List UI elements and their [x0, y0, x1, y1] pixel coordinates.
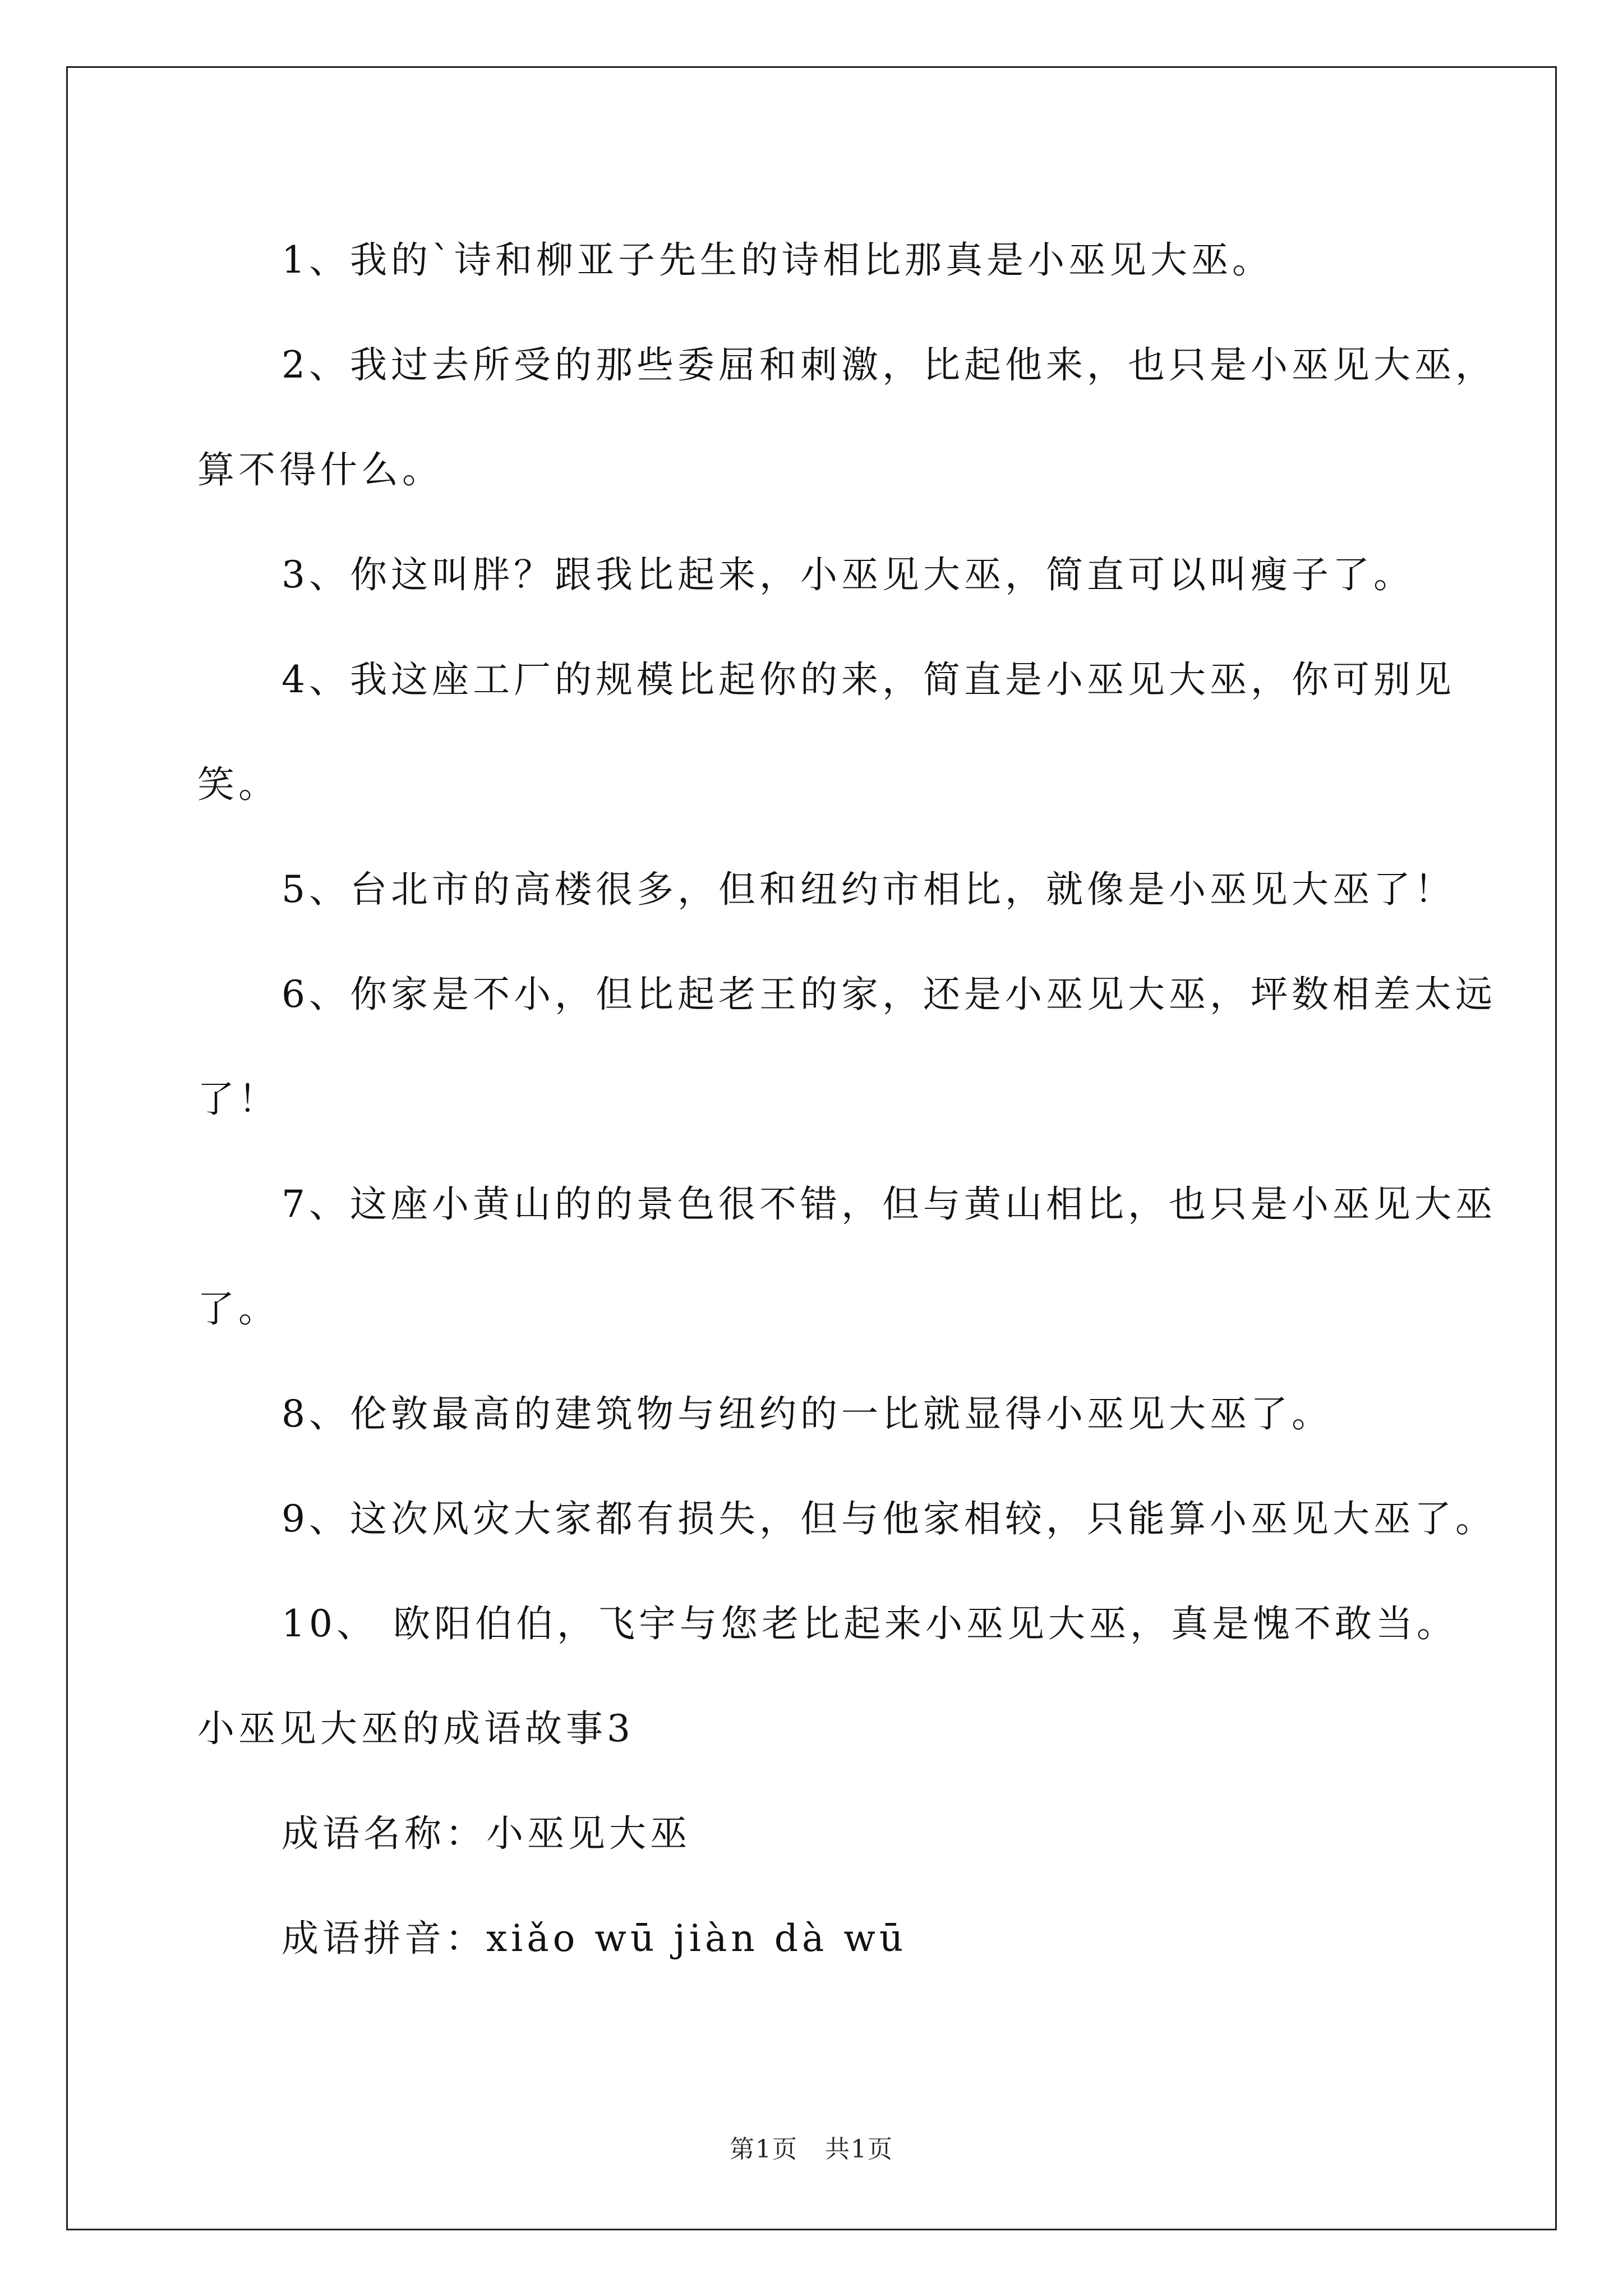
example-sentence-8: 8、伦敦最高的建筑物与纽约的一比就显得小巫见大巫了。: [282, 1392, 1332, 1435]
page-number-total: 共1页: [825, 2135, 893, 2164]
page-number-current: 第1页: [730, 2135, 798, 2164]
section-heading: 小巫见大巫的成语故事3: [197, 1707, 634, 1750]
example-sentence-9: 9、这次风灾大家都有损失，但与他家相较，只能算小巫见大巫了。: [282, 1497, 1496, 1540]
example-sentence-2: 2、我过去所受的那些委屈和刺激，比起他来，也只是小巫见大巫，算不得什么。: [197, 343, 1496, 491]
idiom-pinyin: 成语拼音：xiǎo wū jiàn dà wū: [282, 1917, 907, 1960]
example-sentence-7: 7、这座小黄山的的景色很不错，但与黄山相比，也只是小巫见大巫了。: [197, 1182, 1496, 1331]
example-sentence-1: 1、我的`诗和柳亚子先生的诗相比那真是小巫见大巫。: [282, 238, 1273, 282]
example-sentence-3: 3、你这叫胖？跟我比起来，小巫见大巫，简直可以叫瘦子了。: [282, 553, 1414, 596]
example-sentence-10: 10、 欧阳伯伯，飞宇与您老比起来小巫见大巫，真是愧不敢当。: [282, 1602, 1458, 1645]
document-body: [197, 208, 1504, 1991]
example-sentence-5: 5、台北市的高楼很多，但和纽约市相比，就像是小巫见大巫了！: [282, 868, 1455, 911]
example-sentence-4: 4、我这座工厂的规模比起你的来，简直是小巫见大巫，你可别见笑。: [197, 658, 1455, 806]
example-sentence-6: 6、你家是不小，但比起老王的家，还是小巫见大巫，坪数相差太远了！: [197, 973, 1496, 1121]
idiom-name: 成语名称：小巫见大巫: [282, 1812, 691, 1855]
page-footer: [0, 2129, 1623, 2165]
